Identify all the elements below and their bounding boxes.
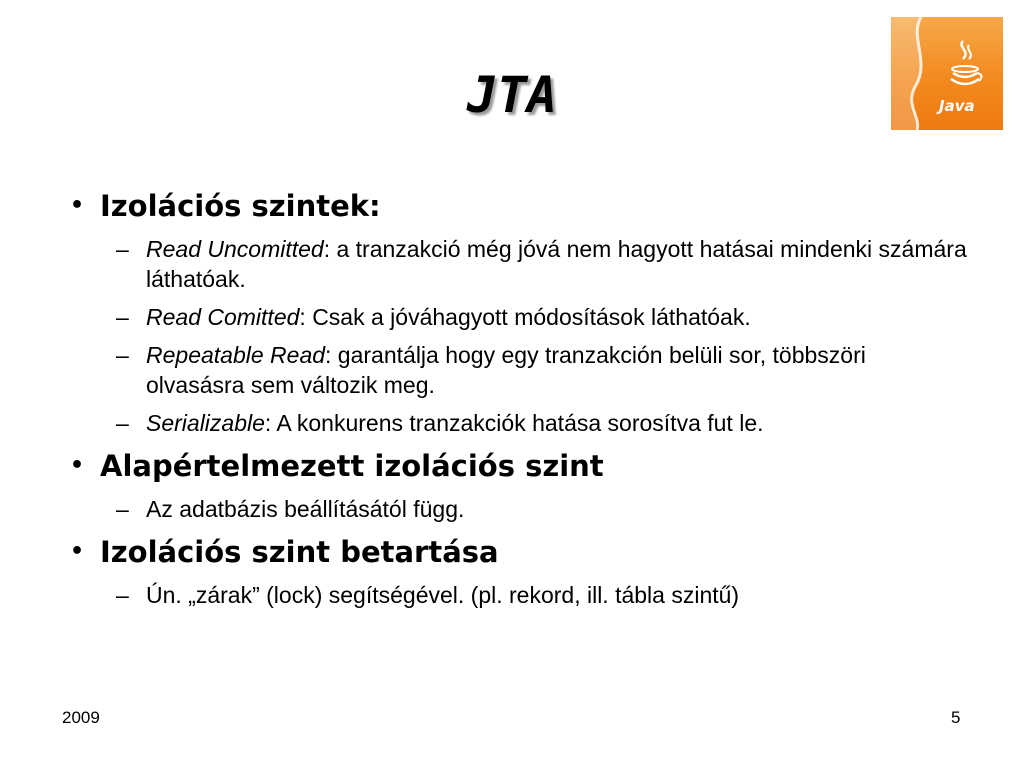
heading-text: Izolációs szint betartása — [100, 535, 499, 569]
bullet-heading — [70, 532, 970, 572]
list-item: – Ún. „zárak” (lock) segítségével. (pl. rekord, ill. tábla szintű) — [116, 582, 740, 608]
term: Read Comitted — [146, 304, 300, 330]
heading-text: Izolációs szintek: — [100, 189, 381, 223]
page-number: 5 — [951, 708, 961, 727]
term: Serializable — [146, 410, 265, 436]
java-wordmark: Java — [939, 97, 975, 115]
list-item: – Repeatable Read: garantálja hogy egy tranzakción belüli sor, többszöri olvasásra sem változik meg. — [116, 342, 866, 398]
list-item: – Read Uncomitted: a tranzakció még jóvá nem hagyott hatásai mindenki számára láthatóak. — [116, 236, 967, 292]
java-logo — [891, 17, 1003, 130]
bullet-icon: • — [70, 453, 85, 478]
slide-title: JTA — [466, 66, 558, 124]
heading-text: Alapértelmezett izolációs szint — [100, 449, 604, 483]
list-item: – Az adatbázis beállításától függ. — [116, 496, 465, 522]
list-item: – Serializable: A konkurens tranzakciók hatása sorosítva fut le. — [116, 410, 764, 436]
slide-content — [70, 186, 970, 610]
list-item: – Read Comitted: Csak a jóváhagyott módosítások láthatóak. — [116, 304, 751, 330]
bullet-icon: • — [70, 193, 85, 218]
bullet-heading — [70, 186, 970, 226]
footer-year: 2009 — [62, 708, 100, 727]
term: Repeatable Read — [146, 342, 326, 368]
term: Read Uncomitted — [146, 236, 324, 262]
bullet-heading — [70, 446, 970, 486]
bullet-icon: • — [70, 539, 85, 564]
